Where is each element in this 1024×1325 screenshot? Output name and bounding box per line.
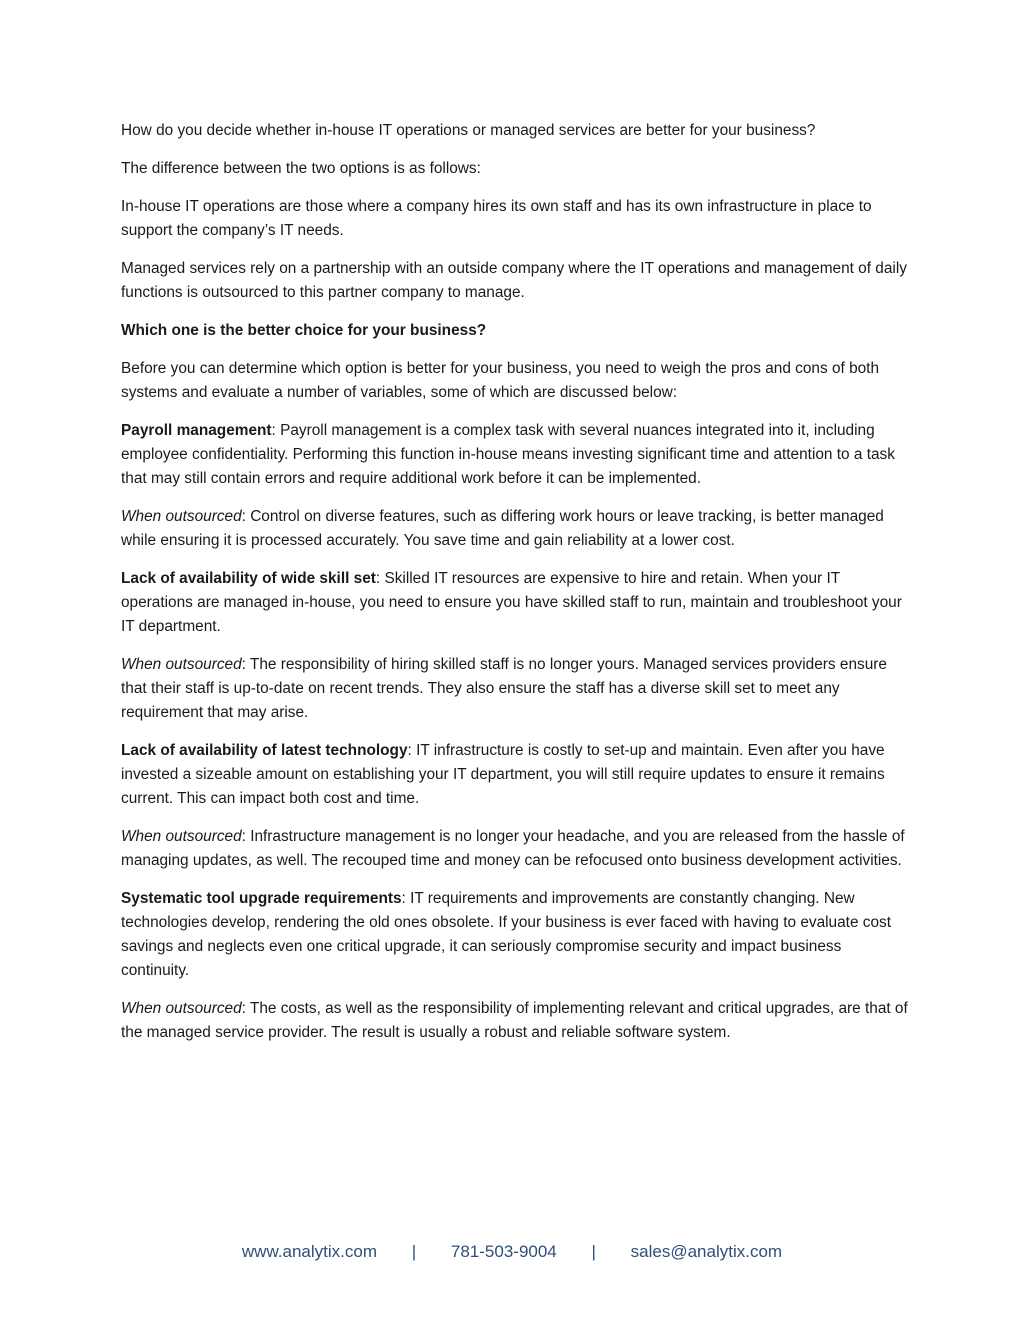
section-heading: Which one is the better choice for your business? [121, 322, 487, 339]
document-body [121, 119, 911, 1059]
technology-term: Lack of availability of latest technology [121, 742, 408, 759]
footer-phone[interactable]: 781-503-9004 [450, 1242, 557, 1261]
payroll-paragraph [121, 419, 911, 491]
technology-outsourced-text: : Infrastructure management is no longer your headache, and you are released from the hassle of managing updates, as well. The recouped time and money can be refocused onto business development activities. [121, 828, 905, 869]
payroll-outsourced-paragraph [121, 505, 911, 553]
payroll-outsourced-text: : Control on diverse features, such as differing work hours or leave tracking, is better managed while ensuring it is processed accurately. You save time and gain reliability at a lower cost. [121, 508, 884, 549]
technology-text: : IT infrastructure is costly to set-up and maintain. Even after you have invested a sizeable amount on establishing your IT department, you will still require updates to ensure it remains current. This can impact both cost and time. [121, 742, 885, 807]
footer-separator: | [411, 1242, 417, 1261]
footer-separator: | [591, 1242, 596, 1261]
skill-set-outsourced-paragraph [121, 653, 911, 725]
skill-set-term: Lack of availability of wide skill set [121, 570, 376, 587]
footer-email-link[interactable]: sales@analytix.com [630, 1242, 783, 1261]
skill-set-text: : Skilled IT resources are expensive to hire and retain. When your IT operations are managed in-house, you need to ensure you have skilled staff to run, maintain and troubleshoot your IT department. [121, 570, 902, 635]
upgrade-outsourced-text: : The costs, as well as the responsibility of implementing relevant and critical upgrades, are that of the managed service provider. The result is usually a robust and reliable software system. [121, 1000, 908, 1041]
skill-set-paragraph [121, 567, 911, 639]
page-footer [0, 1240, 1024, 1264]
skill-set-outsourced-text: : The responsibility of hiring skilled staff is no longer yours. Managed services providers ensure that their staff is up-to-date on recent trends. They also ensure the staff has a diverse skill set to meet any requirement that may arise. [121, 656, 887, 721]
in-house-definition: In-house IT operations are those where a company hires its own staff and has its own infrastructure in place to support the company’s IT needs. [121, 198, 872, 239]
footer-website-link[interactable]: www.analytix.com [241, 1242, 377, 1261]
evaluation-intro: Before you can determine which option is better for your business, you need to weigh the pros and cons of both systems and evaluate a number of variables, some of which are discussed below: [121, 360, 880, 401]
outsourced-label: When outsourced [121, 508, 242, 525]
outsourced-label: When outsourced [121, 1000, 242, 1017]
upgrade-text: : IT requirements and improvements are constantly changing. New technologies develop, rendering the old ones obsolete. If your business is ever faced with having to evaluate cost savings and neglects even one critical upgrade, it can seriously compromise security and impact business continuity. [121, 890, 892, 979]
payroll-text: : Payroll management is a complex task with several nuances integrated into it, including employee confidentiality. Performing this function in-house means investing significant time and attention to a task that may still contain errors and require additional work before it can be implemented. [121, 422, 895, 487]
technology-outsourced-paragraph [121, 825, 911, 873]
outsourced-label: When outsourced [121, 828, 242, 845]
upgrade-term: Systematic tool upgrade requirements [121, 890, 402, 907]
outsourced-label: When outsourced [121, 656, 242, 673]
managed-services-definition: Managed services rely on a partnership with an outside company where the IT operations and management of daily functions is outsourced to this partner company to manage. [121, 260, 907, 301]
difference-intro: The difference between the two options is as follows: [121, 160, 481, 177]
upgrade-paragraph [121, 887, 911, 983]
payroll-term: Payroll management [121, 422, 272, 439]
intro-question: How do you decide whether in-house IT operations or managed services are better for your business? [121, 122, 816, 139]
upgrade-outsourced-paragraph [121, 997, 911, 1045]
technology-paragraph [121, 739, 911, 811]
